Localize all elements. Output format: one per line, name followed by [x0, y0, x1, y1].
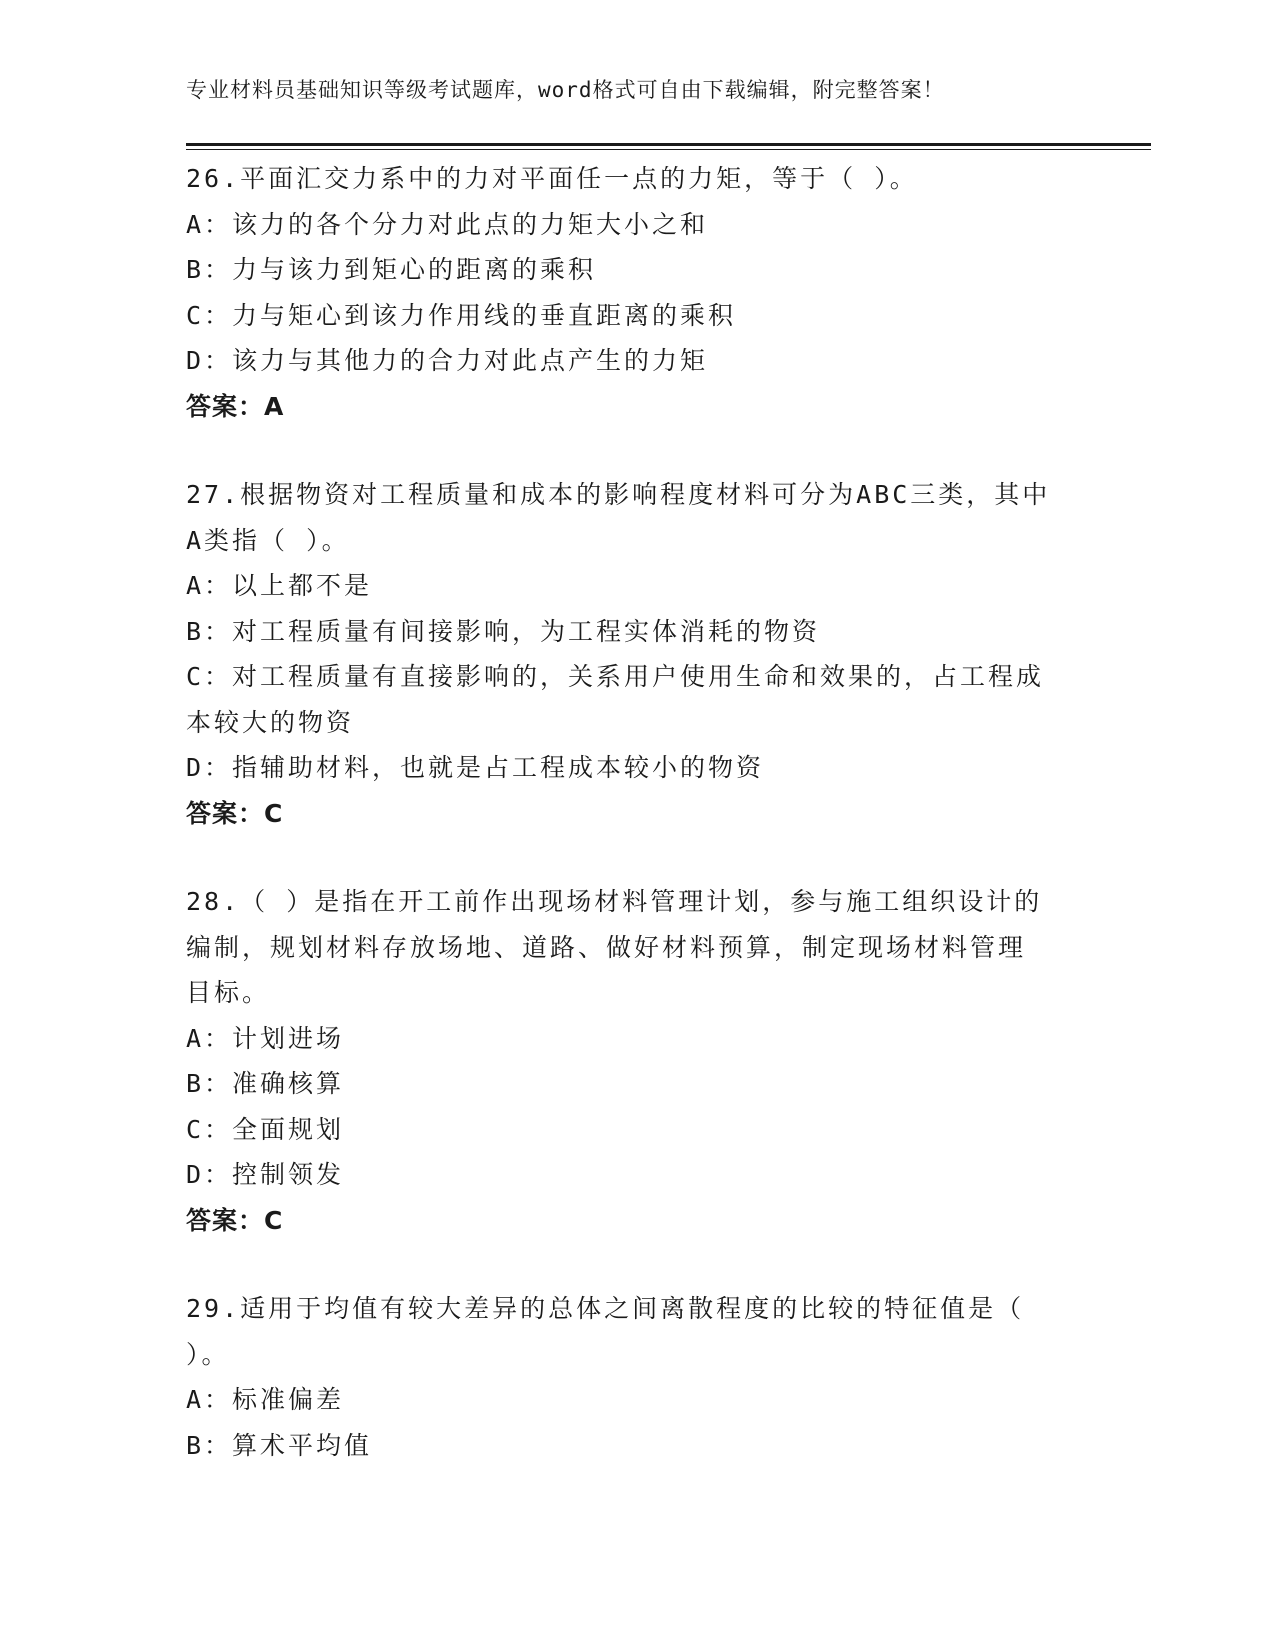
question-29 — [186, 1286, 1066, 1468]
question-list — [186, 156, 1066, 1468]
option-c: C：力与矩心到该力作用线的垂直距离的乘积 — [186, 300, 737, 330]
header-rule-thin — [186, 149, 1151, 150]
question-stem-line: 26.平面汇交力系中的力对平面任一点的力矩，等于（ ）。 — [186, 164, 918, 193]
answer-label: 答案：A — [186, 391, 285, 421]
answer-label: 答案：C — [186, 1205, 284, 1235]
question-gap — [186, 1243, 1066, 1286]
question-stem-line: 29.适用于均值有较大差异的总体之间离散程度的比较的特征值是（ — [186, 1294, 1025, 1323]
option-c: C：对工程质量有直接影响的，关系用户使用生命和效果的，占工程成 — [186, 662, 1045, 691]
question-stem-line: 27.根据物资对工程质量和成本的影响程度材料可分为ABC三类，其中 — [186, 480, 1051, 509]
question-stem-line: A类指（ ）。 — [186, 525, 350, 555]
question-27 — [186, 472, 1066, 836]
option-b: B：算术平均值 — [186, 1430, 373, 1460]
option-d: D：指辅助材料，也就是占工程成本较小的物资 — [186, 753, 765, 782]
question-gap — [186, 836, 1066, 879]
question-stem-line: ）。 — [186, 1339, 230, 1369]
option-c: C：全面规划 — [186, 1114, 345, 1144]
question-stem-line: 编制，规划材料存放场地、道路、做好材料预算，制定现场材料管理 — [186, 932, 1027, 962]
option-b: B：力与该力到矩心的距离的乘积 — [186, 255, 597, 284]
option-b: B：准确核算 — [186, 1069, 345, 1098]
question-stem-line: 目标。 — [186, 978, 271, 1007]
answer-label: 答案：C — [186, 798, 284, 828]
header-text: 专业材料员基础知识等级考试题库，word格式可自由下载编辑，附完整答案！ — [186, 78, 945, 102]
option-c-continued: 本较大的物资 — [186, 707, 355, 737]
question-28 — [186, 879, 1066, 1243]
option-a: A：计划进场 — [186, 1023, 345, 1053]
option-b: B：对工程质量有间接影响，为工程实体消耗的物资 — [186, 616, 821, 646]
question-gap — [186, 429, 1066, 472]
option-d: D：该力与其他力的合力对此点产生的力矩 — [186, 346, 709, 375]
option-d: D：控制领发 — [186, 1160, 345, 1189]
option-a: A：以上都不是 — [186, 571, 373, 600]
header-rule-thick — [186, 143, 1151, 146]
option-a: A：该力的各个分力对此点的力矩大小之和 — [186, 209, 709, 239]
question-26 — [186, 156, 1066, 429]
option-a: A：标准偏差 — [186, 1385, 345, 1414]
question-stem-line: 28.（ ）是指在开工前作出现场材料管理计划，参与施工组织设计的 — [186, 887, 1043, 916]
